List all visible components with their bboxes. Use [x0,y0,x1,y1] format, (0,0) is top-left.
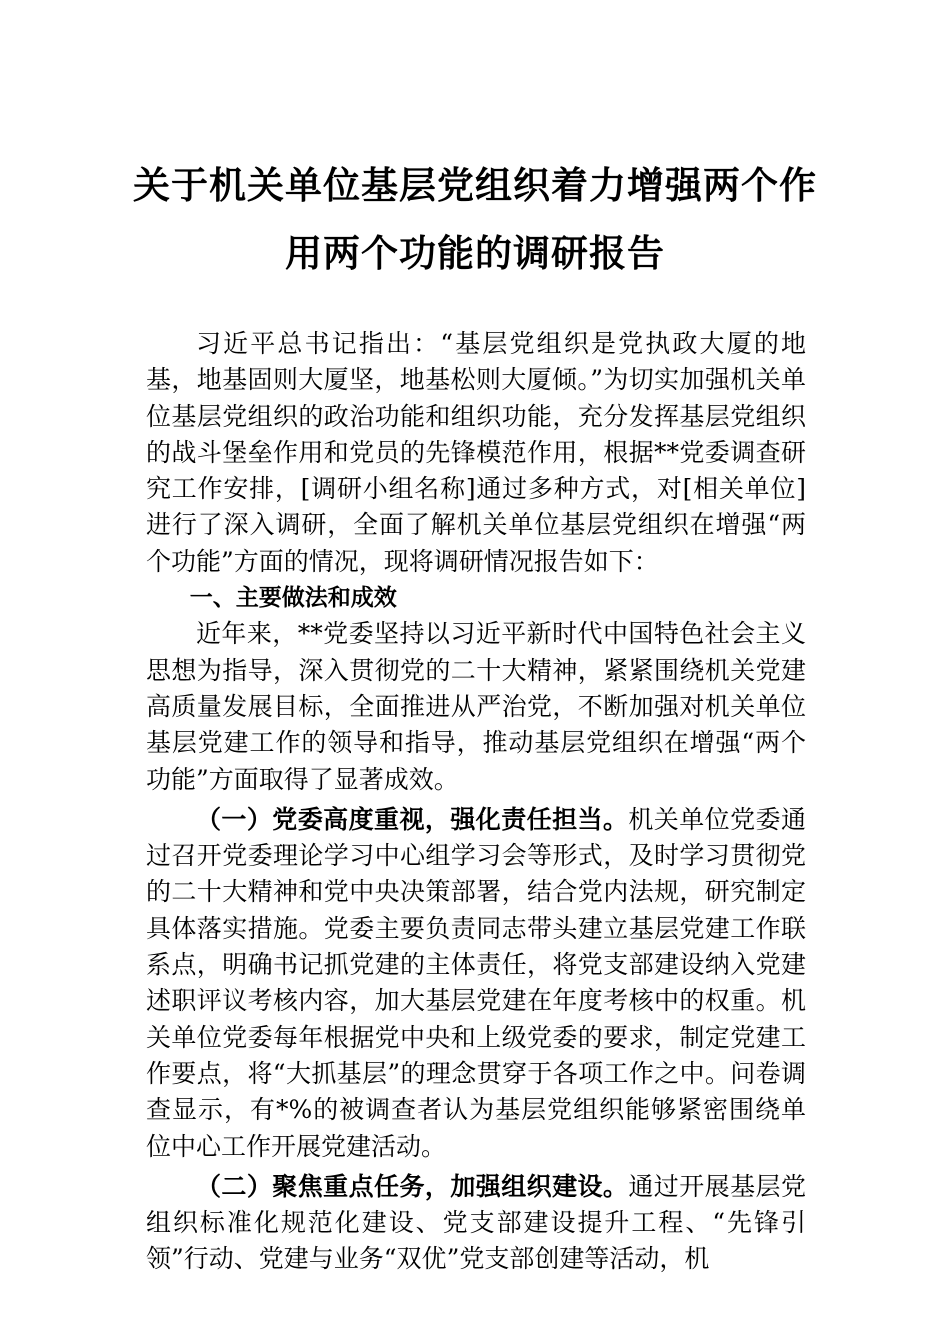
item-2-body: 通过开展基层党组织标准化规范化建设、党支部建设提升工程、“先锋引领”行动、党建与业务“双优”党支部创建等活动，机 [146,1171,806,1274]
document-body [146,326,806,1278]
item-2-lead: （二）聚焦重点任务，加强组织建设。 [196,1171,629,1201]
section-1-intro-paragraph: 近年来，**党委坚持以习近平新时代中国特色社会主义思想为指导，深入贯彻党的二十大精神，紧紧围绕机关党建高质量发展目标，全面推进从严治党，不断加强对机关单位基层党建工作的领导和指导，推动基层党组织在增强“两个功能”方面取得了显著成效。 [146,619,806,794]
section-1-heading: 一、主要做法和成效 [189,585,397,612]
item-1-body: 机关单位党委通过召开党委理论学习中心组学习会等形式，及时学习贯彻党的二十大精神和党中央决策部署，结合党内法规，研究制定具体落实措施。党委主要负责同志带头建立基层党建工作联系点，明确书记抓党建的主体责任，将党支部建设纳入党建述职评议考核内容，加大基层党建在年度考核中的权重。机关单位党委每年根据党中央和上级党委的要求，制定党建工作要点，将“大抓基层”的理念贯穿于各项工作之中。问卷调查显示，有*%的被调查者认为基层党组织能够紧密围绕单位中心工作开展党建活动。 [146,804,806,1161]
item-1-lead: （一）党委高度重视，强化责任担当。 [196,804,629,834]
document-title-line-2: 用两个功能的调研报告 [285,231,665,275]
item-1-paragraph [146,802,806,1165]
intro-paragraph: 习近平总书记指出：“基层党组织是党执政大厦的地基，地基固则大厦坚，地基松则大厦倾。”为切实加强机关单位基层党组织的政治功能和组织功能，充分发挥基层党组织的战斗堡垒作用和党员的先锋模范作用，根据**党委调查研究工作安排，[调研小组名称]通过多种方式，对[相关单位]进行了深入调研，全面了解机关单位基层党组织在增强“两个功能”方面的情况，现将调研情况报告如下： [146,329,806,576]
document-title-line-1: 关于机关单位基层党组织着力增强两个作 [133,163,817,207]
item-2-paragraph [146,1169,806,1278]
